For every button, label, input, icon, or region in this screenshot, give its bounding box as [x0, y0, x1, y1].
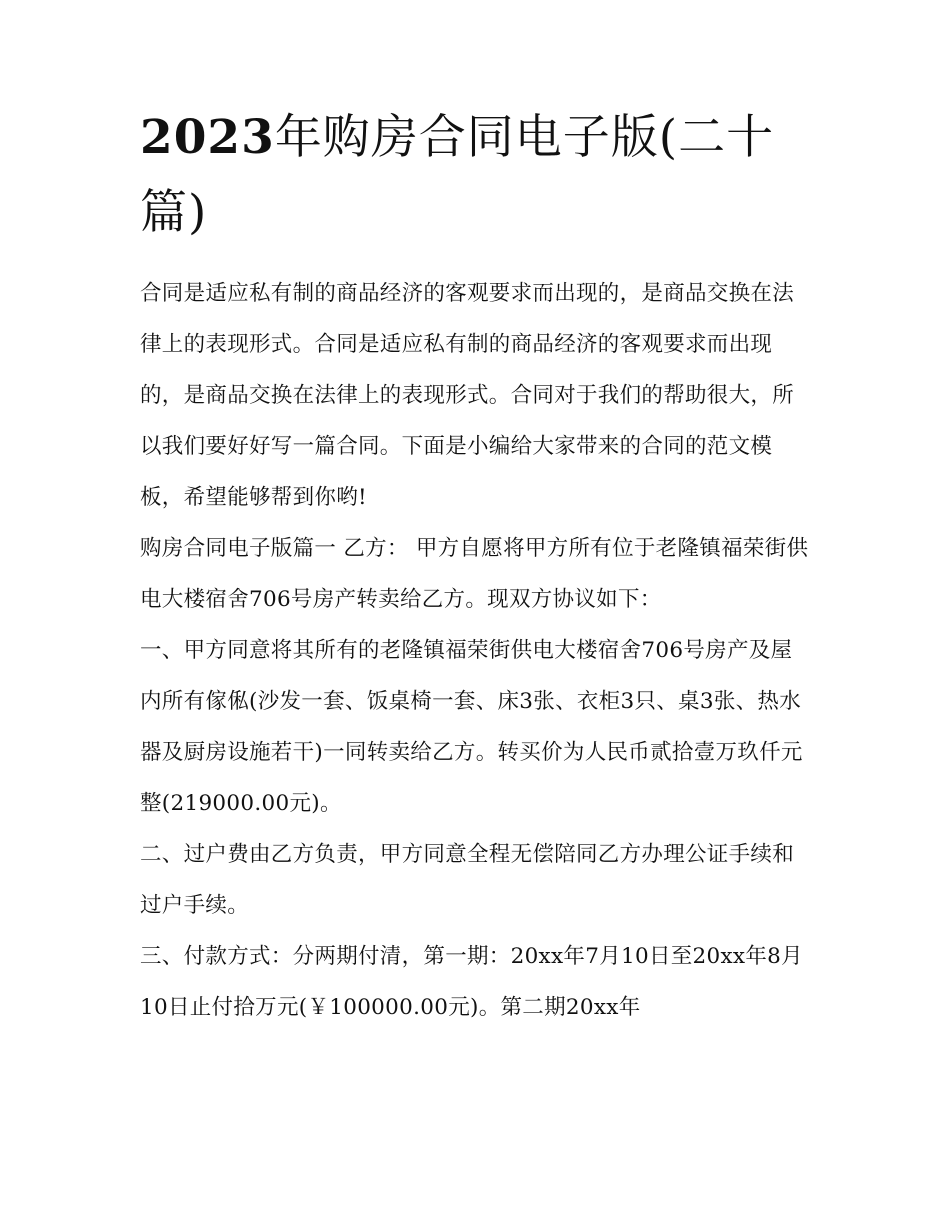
clause-two-paragraph: 二、过户费由乙方负责，甲方同意全程无偿陪同乙方办理公证手续和过户手续。: [140, 842, 795, 918]
title-year: 2023: [140, 110, 275, 165]
document-page: [140, 100, 812, 1033]
clause-one-paragraph: 一、甲方同意将其所有的老隆镇福荣街供电大楼宿舍706号房产及屋内所有傢俬(沙发一套、饭桌椅一套、床3张、衣柜3只、桌3张、热水器及厨房设施若干)一同转卖给乙方。转买价为人民币贰拾壹万玖仟元整(219000.00元)。: [140, 638, 803, 816]
clause-three-paragraph: 三、付款方式：分两期付清，第一期：20xx年7月10日至20xx年8月10日止付拾万元(￥100000.00元)。第二期20xx年: [140, 944, 803, 1020]
contract-opening-paragraph: 购房合同电子版篇一 乙方： 甲方自愿将甲方所有位于老隆镇福荣街供电大楼宿舍706号房产转卖给乙方。现双方协议如下：: [140, 536, 809, 612]
document-title: [140, 100, 812, 250]
intro-paragraph: 合同是适应私有制的商品经济的客观要求而出现的，是商品交换在法律上的表现形式。合同是适应私有制的商品经济的客观要求而出现的，是商品交换在法律上的表现形式。合同对于我们的帮助很大，所以我们要好好写一篇合同。下面是小编给大家带来的合同的范文模板，希望能够帮到你哟!: [140, 281, 795, 510]
title-text: 年购房合同电子版(二十篇): [140, 110, 775, 240]
